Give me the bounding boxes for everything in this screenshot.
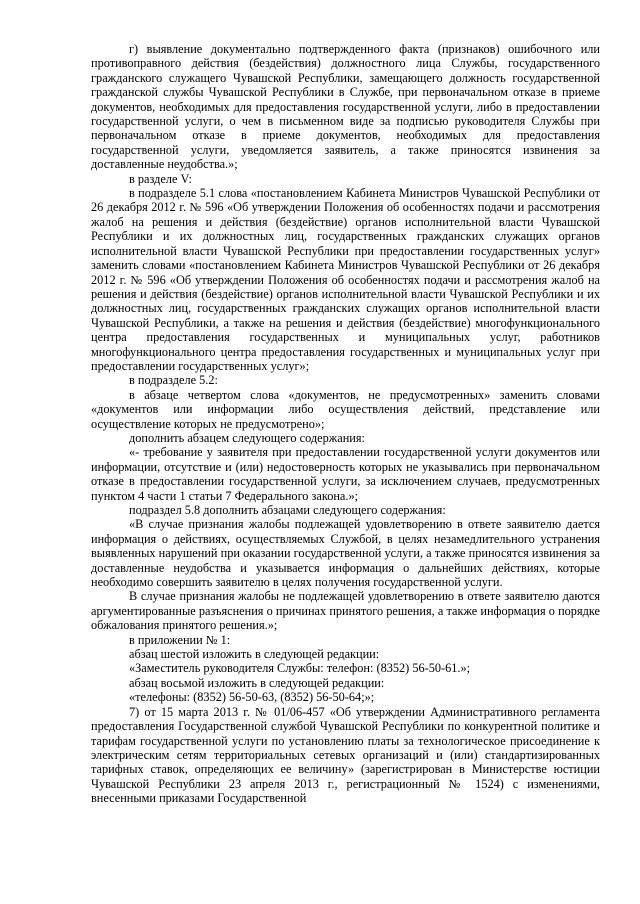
document-body — [91, 42, 600, 806]
paragraph-subsection-5-1: в подразделе 5.1 слова «постановлением Кабинета Министров Чувашской Республики от 26 декабря 2012 г. № 596 «Об утверждении Положения об особенностях подачи и рассмотрения жалоб на решения и действия (бездействие) органов исполнительной власти Чувашской Республики и их должностных лиц, государственных гражданских служащих органов исполнительной власти Чувашской Республики при предоставлении государственных услуг» заменить словами «постановлением Кабинета Министров Чувашской Республики от 26 декабря 2012 г. № 596 «Об утверждении Положения об особенностях подачи и рассмотрения жалоб на решения и действия (бездействие) органов исполнительной власти Чувашской Республики и их должностных лиц, государственных гражданских служащих органов исполнительной власти Чувашской Республики, а также на решения и действия (бездействие) многофункционального центра предоставления государственных и муниципальных услуг, работников многофункционального центра предоставления государственных и муниципальных услуг при предоставлении государственных услуг»; — [91, 186, 600, 373]
paragraph-complaint-rejected: В случае признания жалобы не подлежащей удовлетворению в ответе заявителю даются аргументированные разъяснения о причинах принятого решения, а также информация о порядке обжалования принятого решения.»; — [91, 589, 600, 633]
paragraph-item-g: г) выявление документально подтвержденного факта (признаков) ошибочного или противоправного действия (бездействия) должностного лица Службы, государственного гражданского служащего Чувашской Республики, замещающего должность государственной гражданской службы Чувашской Республики в Службе, при первоначальном отказе в приеме документов, необходимых для предоставления государственной услуги, либо в предоставлении государственной услуги, о чем в письменном виде за подписью руководителя Службы при первоначальном отказе в приеме документов, необходимых для предоставления государственной услуги, уведомляется заявитель, а также приносятся извинения за доставленные неудобства.»; — [91, 42, 600, 172]
paragraph-subsection-5-2: в подразделе 5.2: — [129, 373, 218, 388]
paragraph-fourth-abzac: в абзаце четвертом слова «документов, не предусмотренных» заменить словами «документов или информации либо осуществления действий, представление или осуществление которых не предусмотрено»; — [91, 387, 600, 431]
paragraph-complaint-satisfied: «В случае признания жалобы подлежащей удовлетворению в ответе заявителю дается информация о действиях, осуществляемых Службой, в целях незамедлительного устранения выявленных нарушений при оказании государственной услуги, а также приносятся извинения за доставленные неудобства и указывается информация о дальнейших действиях, которые необходимо совершить заявителю в целях получения государственной услуги. — [91, 517, 600, 590]
paragraph-subsection-5-8: подраздел 5.8 дополнить абзацами следующего содержания: — [129, 503, 446, 517]
paragraph-requirement-quote: «- требование у заявителя при предоставлении государственной услуги документов или информации, отсутствие и (или) недостоверность которых не указывались при первоначальном отказе в предоставлении государственной услуги, за исключением случаев, предусмотренных пунктом 4 части 1 статьи 7 Федерального закона.»; — [91, 445, 600, 503]
paragraph-appendix-1: в приложении № 1: — [129, 632, 231, 647]
paragraph-add-abzac: дополнить абзацем следующего содержания: — [129, 430, 365, 445]
paragraph-deputy-phone: «Заместитель руководителя Службы: телефон: (8352) 56-50-61.»; — [129, 661, 471, 676]
paragraph-sixth-abzac: абзац шестой изложить в следующей редакции: — [129, 647, 380, 662]
paragraph-phones: «телефоны: (8352) 56-50-63, (8352) 56-50-64;»; — [129, 690, 375, 705]
paragraph-section-v: в разделе V: — [129, 171, 192, 186]
paragraph-item-7: 7) от 15 марта 2013 г. № 01/06-457 «Об утверждении Административного регламента предоставления Государственной службой Чувашской Республики по конкурентной политике и тарифам государственной услуги по установлению платы за технологическое присоединение к электрическим сетям территориальных сетевых организаций и (или) стандартизированных тарифных ставок, определяющих ее величину» (зарегистрирован в Министерстве юстиции Чувашской Республики 23 апреля 2013 г., регистрационный № 1524) с изменениями, внесенными приказами Государственной — [91, 704, 600, 806]
paragraph-eighth-abzac: абзац восьмой изложить в следующей редакции: — [129, 675, 385, 690]
